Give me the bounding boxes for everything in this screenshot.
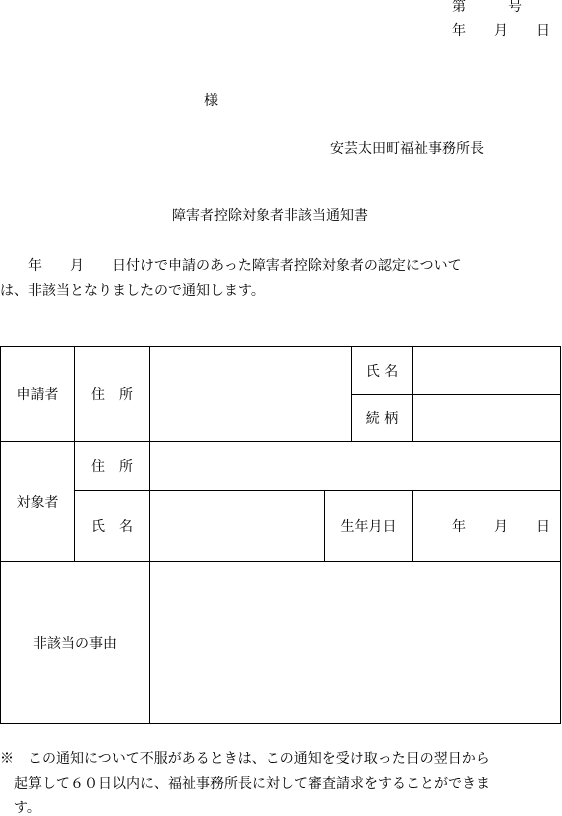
subject-name-label: 氏 名 [91, 519, 133, 535]
reason-label: 非該当の事由 [33, 635, 117, 652]
subject-name-field [150, 491, 324, 561]
body-text-line-2: は、非該当となりましたので通知します。 [0, 283, 265, 299]
relation-label: 続 柄 [365, 411, 399, 427]
birthdate-label: 生年月日 [340, 519, 397, 535]
notice-line-3: す。 [14, 800, 41, 816]
reason-field [150, 562, 560, 723]
recipient-honorific: 様 [204, 93, 218, 109]
subject-address-label: 住 所 [91, 459, 133, 475]
applicant-label: 申請者 [16, 387, 59, 403]
issue-date: 年 月 日 [452, 23, 550, 39]
relation-field [413, 395, 560, 441]
subject-address-field [150, 442, 560, 490]
applicant-address-label: 住 所 [91, 387, 133, 403]
notice-line-2: 起算して６０日以内に、福祉事務所長に対して審査請求をすることができま [14, 776, 490, 792]
applicant-name-label: 氏 名 [365, 363, 399, 380]
document-number: 第 号 [452, 0, 522, 15]
table-border-right [560, 346, 561, 724]
body-text-line-1: 年 月 日付けで申請のあった障害者控除対象者の認定について [0, 258, 462, 274]
birthdate-field: 年 月 日 [452, 519, 550, 535]
notice-line-1: ※ この通知について不服があるときは、この通知を受け取った日の翌日から [0, 751, 490, 767]
applicant-name-field [413, 347, 560, 394]
subject-label: 対象者 [16, 494, 59, 511]
applicant-address-field [150, 347, 351, 441]
document-title: 障害者控除対象者非該当通知書 [172, 208, 368, 224]
issuer-title: 安芸太田町福祉事務所長 [330, 141, 484, 157]
table-border-bottom [0, 723, 561, 724]
